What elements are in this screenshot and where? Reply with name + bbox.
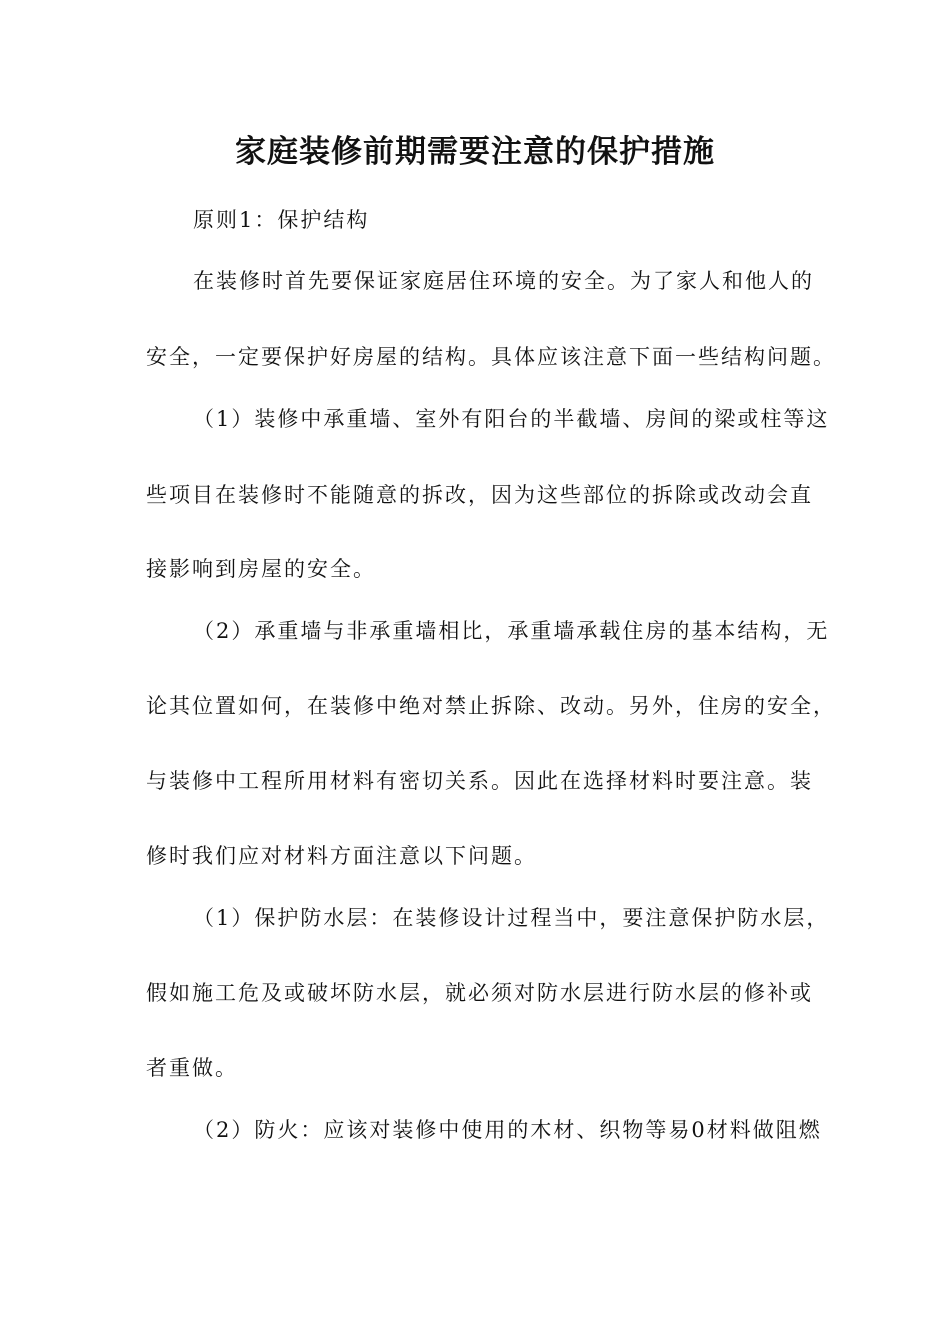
paragraph-line: （1）装修中承重墙、室外有阳台的半截墙、房间的梁或柱等这 bbox=[193, 407, 830, 431]
paragraph-line: （1）保护防水层：在装修设计过程当中，要注意保护防水层， bbox=[193, 906, 830, 930]
document-title: 家庭装修前期需要注意的保护措施 bbox=[235, 134, 715, 170]
paragraph-line: 些项目在装修时不能随意的拆改，因为这些部位的拆除或改动会直 bbox=[146, 483, 813, 507]
paragraph-line: （2）承重墙与非承重墙相比，承重墙承载住房的基本结构，无 bbox=[193, 619, 830, 643]
paragraph-line: 假如施工危及或破坏防水层，就必须对防水层进行防水层的修补或 bbox=[146, 981, 813, 1005]
paragraph-line: 原则1：保护结构 bbox=[193, 208, 370, 232]
paragraph-line: 修时我们应对材料方面注意以下问题。 bbox=[146, 844, 537, 868]
paragraph-line: （2）防火：应该对装修中使用的木材、织物等易0材料做阻燃 bbox=[193, 1118, 822, 1142]
paragraph-line: 在装修时首先要保证家庭居住环境的安全。为了家人和他人的 bbox=[193, 269, 814, 293]
paragraph-line: 接影响到房屋的安全。 bbox=[146, 557, 376, 581]
paragraph-line: 安全，一定要保护好房屋的结构。具体应该注意下面一些结构问题。 bbox=[146, 345, 836, 369]
paragraph-line: 论其位置如何，在装修中绝对禁止拆除、改动。另外，住房的安全， bbox=[146, 694, 836, 718]
paragraph-line: 与装修中工程所用材料有密切关系。因此在选择材料时要注意。装 bbox=[146, 769, 813, 793]
paragraph-line: 者重做。 bbox=[146, 1056, 238, 1080]
